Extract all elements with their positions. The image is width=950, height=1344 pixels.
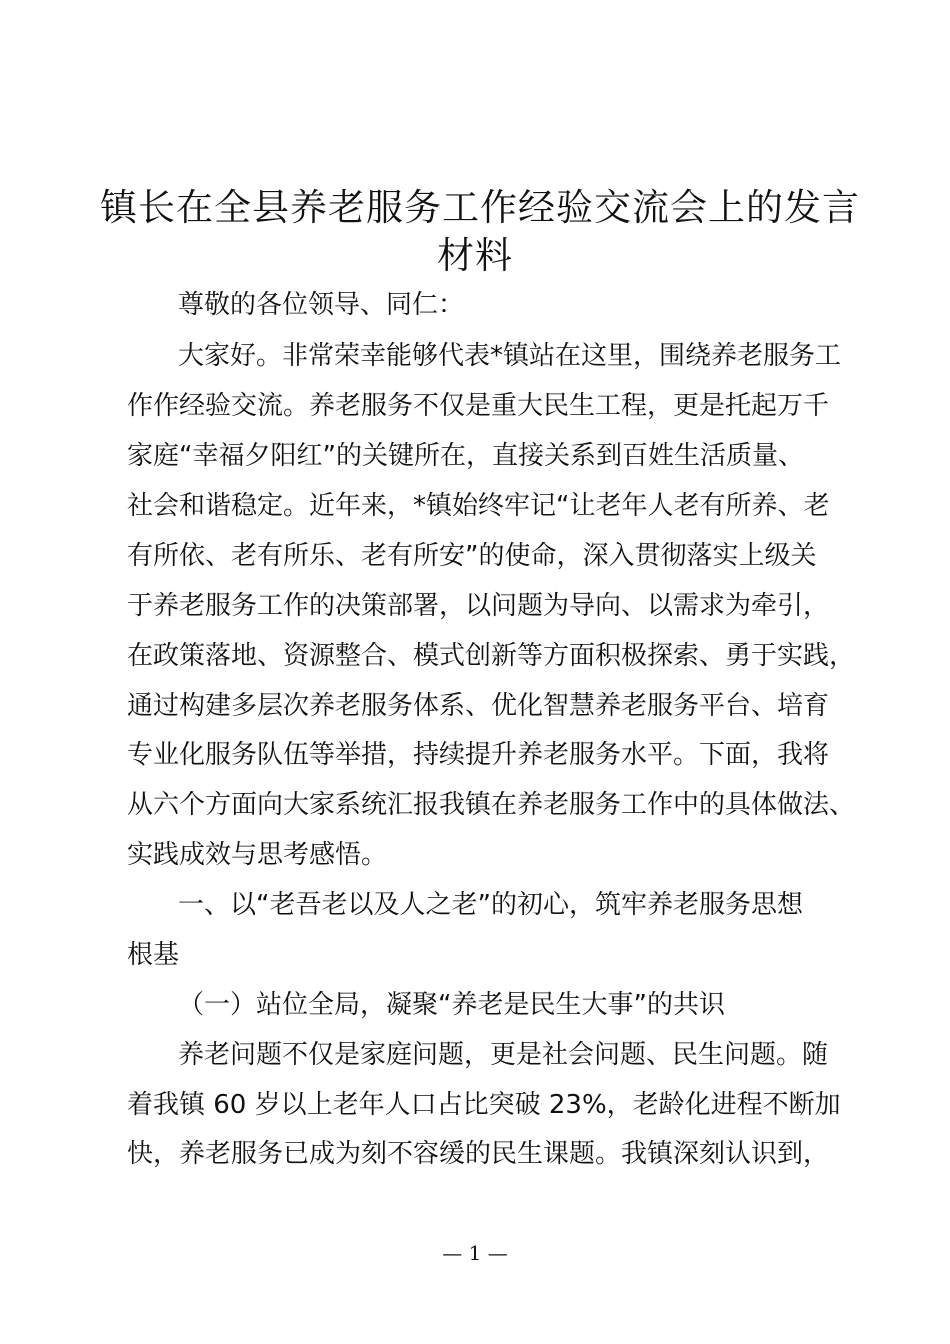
- body-line: 在政策落地、资源整合、模式创新等方面积极探索、勇于实践，: [127, 641, 856, 671]
- body-line: 大家好。非常荣幸能够代表*镇站在这里，围绕养老服务工: [178, 341, 842, 371]
- body-line: 从六个方面向大家系统汇报我镇在养老服务工作中的具体做法、: [127, 790, 856, 820]
- page-number: — 1 —: [442, 1241, 508, 1265]
- document-title-line-1: 镇长在全县养老服务工作经验交流会上的发言: [100, 186, 860, 229]
- subsection-heading: （一）站位全局，凝聚“养老是民生大事”的共识: [178, 990, 725, 1020]
- body-line: 有所依、老有所乐、老有所安”的使命，深入贯彻落实上级关: [127, 541, 817, 571]
- salutation: 尊敬的各位领导、同仁：: [178, 290, 465, 320]
- body-line: 快，养老服务已成为刻不容缓的民生课题。我镇深刻认识到，: [127, 1139, 830, 1169]
- body-line: 社会和谐稳定。近年来，*镇始终牢记“让老年人老有所养、老: [127, 491, 830, 521]
- body-line: 于养老服务工作的决策部署，以问题为导向、以需求为牵引，: [127, 591, 830, 621]
- body-line: 实践成效与思考感悟。: [127, 840, 388, 870]
- body-line: 作作经验交流。养老服务不仅是重大民生工程，更是托起万千: [127, 391, 830, 421]
- body-line: 专业化服务队伍等举措，持续提升养老服务水平。下面，我将: [127, 740, 830, 770]
- body-line: 着我镇 60 岁以上老年人口占比突破 23%，老龄化进程不断加: [127, 1090, 841, 1120]
- body-line: 养老问题不仅是家庭问题，更是社会问题、民生问题。随: [178, 1040, 829, 1070]
- body-line: 通过构建多层次养老服务体系、优化智慧养老服务平台、培育: [127, 691, 830, 721]
- section-heading: 根基: [127, 940, 180, 970]
- body-line: 家庭“幸福夕阳红”的关键所在，直接关系到百姓生活质量、: [127, 441, 804, 471]
- document-title-line-2: 材料: [437, 234, 513, 277]
- section-heading: 一、以“老吾老以及人之老”的初心，筑牢养老服务思想: [178, 890, 803, 920]
